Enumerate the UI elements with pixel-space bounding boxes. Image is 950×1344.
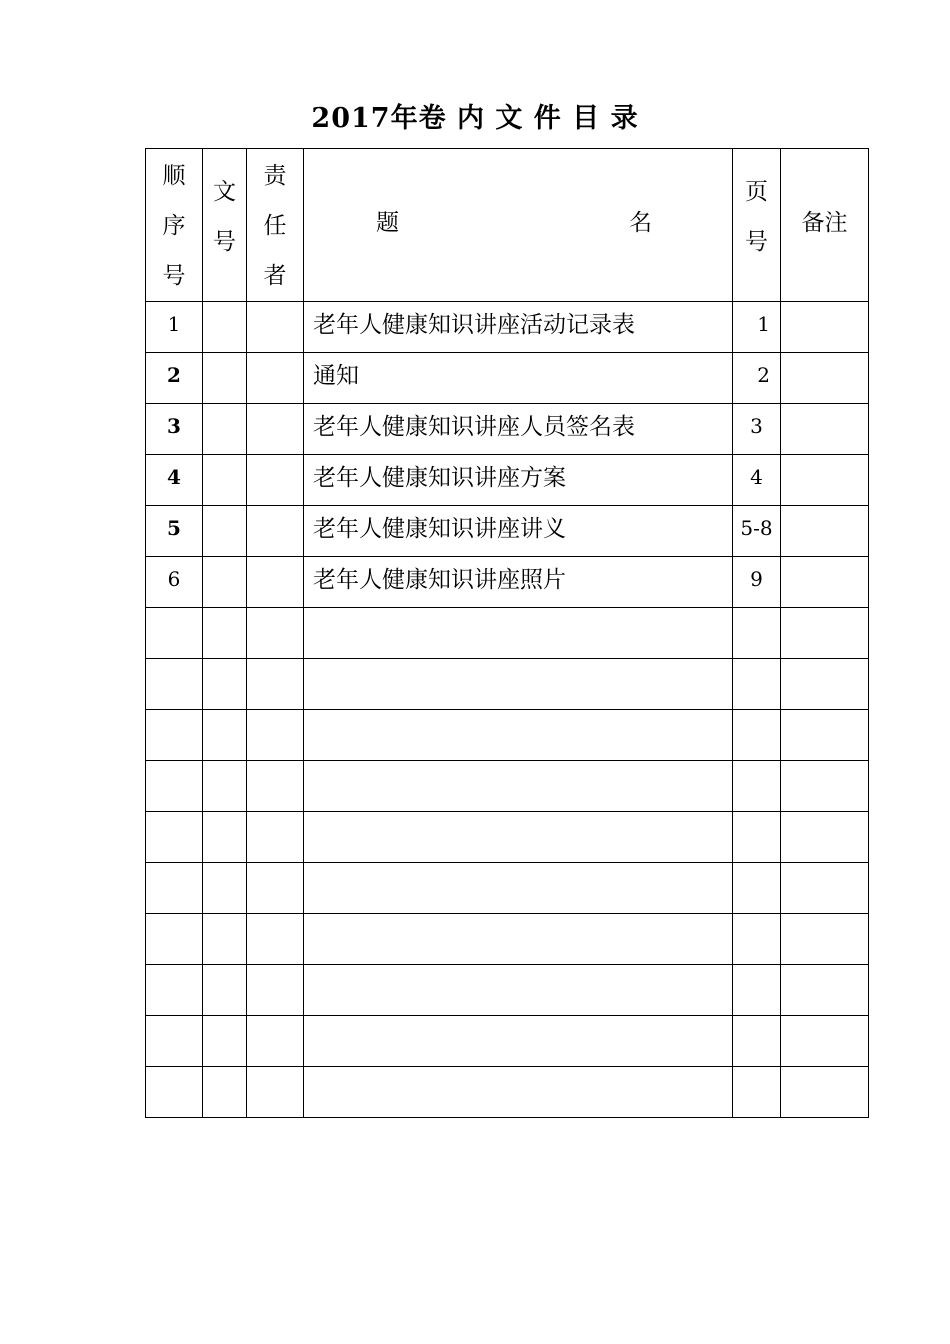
cell-page xyxy=(733,1067,781,1118)
cell-remark xyxy=(781,455,869,506)
cell-responsible xyxy=(247,863,304,914)
cell-page xyxy=(733,914,781,965)
cell-subject: 老年人健康知识讲座照片 xyxy=(304,557,733,608)
cell-seq xyxy=(146,659,203,710)
cell-remark xyxy=(781,659,869,710)
header-responsible: 责 任 者 xyxy=(247,149,304,302)
header-page: 页 号 xyxy=(733,149,781,302)
cell-doc-no xyxy=(203,761,247,812)
cell-page xyxy=(733,608,781,659)
cell-seq: 3 xyxy=(146,404,203,455)
table-row xyxy=(146,302,869,353)
cell-seq: 5 xyxy=(146,506,203,557)
cell-page: 2 xyxy=(733,353,781,404)
cell-responsible xyxy=(247,608,304,659)
table-row xyxy=(146,557,869,608)
header-subject xyxy=(304,149,733,302)
cell-responsible xyxy=(247,659,304,710)
cell-subject xyxy=(304,659,733,710)
cell-remark xyxy=(781,914,869,965)
cell-seq xyxy=(146,710,203,761)
cell-remark xyxy=(781,506,869,557)
table-row xyxy=(146,1067,869,1118)
cell-doc-no xyxy=(203,710,247,761)
page-title: 2017年卷 内 文 件 目 录 xyxy=(311,103,639,134)
cell-remark xyxy=(781,353,869,404)
cell-remark xyxy=(781,965,869,1016)
cell-subject xyxy=(304,1016,733,1067)
header-seq: 顺 序 号 xyxy=(146,149,203,302)
cell-subject: 老年人健康知识讲座讲义 xyxy=(304,506,733,557)
cell-doc-no xyxy=(203,557,247,608)
cell-page xyxy=(733,710,781,761)
table-row xyxy=(146,455,869,506)
cell-responsible xyxy=(247,353,304,404)
cell-doc-no xyxy=(203,302,247,353)
table-row xyxy=(146,761,869,812)
cell-responsible xyxy=(247,455,304,506)
cell-seq: 1 xyxy=(146,302,203,353)
cell-page xyxy=(733,659,781,710)
cell-responsible xyxy=(247,1016,304,1067)
cell-seq: 6 xyxy=(146,557,203,608)
contents-table xyxy=(145,148,869,1118)
cell-seq xyxy=(146,863,203,914)
cell-seq xyxy=(146,914,203,965)
cell-subject: 老年人健康知识讲座活动记录表 xyxy=(304,302,733,353)
cell-page: 1 xyxy=(733,302,781,353)
cell-remark xyxy=(781,710,869,761)
cell-subject: 通知 xyxy=(304,353,733,404)
cell-seq xyxy=(146,812,203,863)
cell-doc-no xyxy=(203,455,247,506)
cell-responsible xyxy=(247,761,304,812)
table-body xyxy=(146,302,869,1118)
table-row xyxy=(146,404,869,455)
cell-doc-no xyxy=(203,506,247,557)
table-row xyxy=(146,965,869,1016)
header-remark: 备注 xyxy=(781,149,869,302)
table-row xyxy=(146,506,869,557)
cell-subject xyxy=(304,863,733,914)
cell-responsible xyxy=(247,557,304,608)
cell-seq xyxy=(146,1016,203,1067)
cell-seq xyxy=(146,965,203,1016)
cell-remark xyxy=(781,863,869,914)
table-row xyxy=(146,914,869,965)
cell-page xyxy=(733,863,781,914)
header-subject-left: 题 xyxy=(376,210,399,236)
cell-subject xyxy=(304,965,733,1016)
cell-responsible xyxy=(247,710,304,761)
cell-remark xyxy=(781,1016,869,1067)
cell-page xyxy=(733,1016,781,1067)
cell-seq xyxy=(146,1067,203,1118)
cell-subject xyxy=(304,812,733,863)
header-subject-right: 名 xyxy=(629,210,652,236)
cell-page xyxy=(733,812,781,863)
cell-remark xyxy=(781,557,869,608)
cell-responsible xyxy=(247,404,304,455)
cell-seq: 2 xyxy=(146,353,203,404)
cell-subject xyxy=(304,1067,733,1118)
cell-seq xyxy=(146,608,203,659)
cell-page: 3 xyxy=(733,404,781,455)
cell-seq xyxy=(146,761,203,812)
cell-doc-no xyxy=(203,914,247,965)
cell-subject xyxy=(304,608,733,659)
cell-remark xyxy=(781,302,869,353)
cell-subject xyxy=(304,914,733,965)
table-row xyxy=(146,353,869,404)
cell-doc-no xyxy=(203,404,247,455)
cell-doc-no xyxy=(203,608,247,659)
cell-responsible xyxy=(247,1067,304,1118)
header-doc-no: 文 号 xyxy=(203,149,247,302)
cell-subject xyxy=(304,761,733,812)
header-row xyxy=(146,149,869,302)
cell-page: 9 xyxy=(733,557,781,608)
cell-responsible xyxy=(247,506,304,557)
table-row xyxy=(146,1016,869,1067)
cell-responsible xyxy=(247,302,304,353)
cell-doc-no xyxy=(203,965,247,1016)
table-row xyxy=(146,863,869,914)
cell-doc-no xyxy=(203,1016,247,1067)
cell-page: 5-8 xyxy=(733,506,781,557)
cell-remark xyxy=(781,404,869,455)
cell-responsible xyxy=(247,965,304,1016)
cell-doc-no xyxy=(203,1067,247,1118)
cell-responsible xyxy=(247,914,304,965)
cell-doc-no xyxy=(203,863,247,914)
table-row xyxy=(146,710,869,761)
cell-remark xyxy=(781,812,869,863)
cell-page xyxy=(733,761,781,812)
table-row xyxy=(146,608,869,659)
table-row xyxy=(146,659,869,710)
cell-subject: 老年人健康知识讲座人员签名表 xyxy=(304,404,733,455)
cell-remark xyxy=(781,761,869,812)
cell-doc-no xyxy=(203,812,247,863)
cell-page: 4 xyxy=(733,455,781,506)
cell-seq: 4 xyxy=(146,455,203,506)
cell-remark xyxy=(781,1067,869,1118)
cell-remark xyxy=(781,608,869,659)
cell-page xyxy=(733,965,781,1016)
cell-subject: 老年人健康知识讲座方案 xyxy=(304,455,733,506)
table-row xyxy=(146,812,869,863)
cell-doc-no xyxy=(203,353,247,404)
cell-responsible xyxy=(247,812,304,863)
cell-subject xyxy=(304,710,733,761)
cell-doc-no xyxy=(203,659,247,710)
